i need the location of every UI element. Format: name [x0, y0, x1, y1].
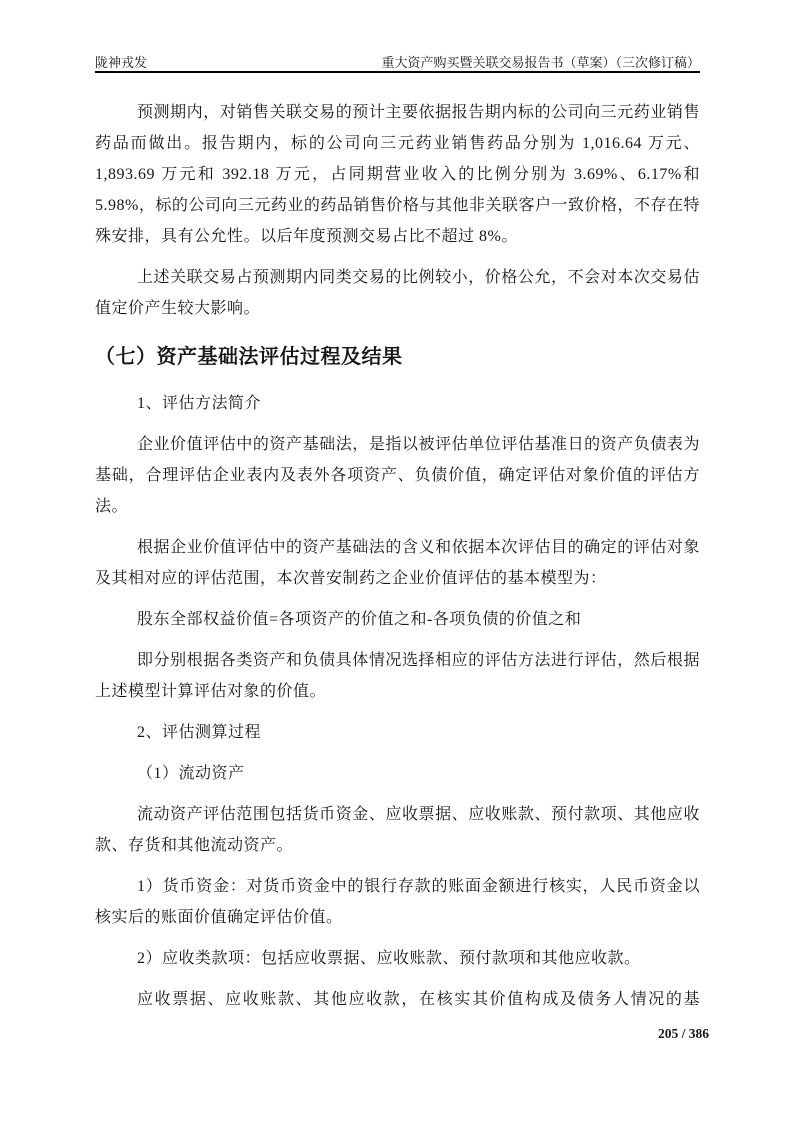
subsection-heading: 2、评估测算过程 — [137, 724, 262, 741]
paragraph: 2）应收类款项：包括应收票据、应收账款、预付款项和其他应收款。 — [137, 950, 641, 967]
document-body — [95, 97, 700, 1015]
paragraph: 根据企业价值评估中的资产基础法的含义和依据本次评估目的确定的评估对象及其相对应的评估范围，本次普安制药之企业价值评估的基本模型为： — [95, 539, 700, 587]
subsection-heading: （1）流动资产 — [137, 765, 245, 782]
paragraph: 企业价值评估中的资产基础法，是指以被评估单位评估基准日的资产负债表为基础，合理评估企业表内及表外各项资产、负债价值，确定评估对象价值的评估方法。 — [95, 436, 700, 515]
page-number: 205 / 386 — [657, 1026, 709, 1041]
paragraph: 应收票据、应收账款、其他应收款，在核实其价值构成及债务人情况的基 — [137, 991, 700, 1008]
page-header — [95, 54, 700, 73]
header-left-title: 陇神戎发 — [95, 55, 148, 70]
header-right-title: 重大资产购买暨关联交易报告书（草案）（三次修订稿） — [381, 55, 700, 70]
paragraph: 上述关联交易占预测期内同类交易的比例较小，价格公允，不会对本次交易估值定价产生较大影响。 — [95, 269, 700, 317]
paragraph: 1）货币资金：对货币资金中的银行存款的账面金额进行核实，人民币资金以核实后的账面价值确定评估价值。 — [95, 878, 700, 926]
section-heading: （七）资产基础法评估过程及结果 — [95, 346, 403, 368]
paragraph: 流动资产评估范围包括货币资金、应收票据、应收账款、预付款项、其他应收款、存货和其他流动资产。 — [95, 806, 700, 854]
paragraph: 即分别根据各类资产和负债具体情况选择相应的评估方法进行评估，然后根据上述模型计算评估对象的价值。 — [95, 652, 700, 700]
paragraph: 预测期内，对销售关联交易的预计主要依据报告期内标的公司向三元药业销售药品而做出。报告期内，标的公司向三元药业销售药品分别为 1,016.64 万元、1,893.69 万元和 392.18 万元，占同期营业收入的比例分别为 3.69%、6.17%和 5.98%，标的公司向三元药业的药品销售价格与其他非关联客户一致价格，不存在特殊安排，具有公允性。以后年度预测交易占比不超过 8%。 — [95, 104, 700, 245]
formula-line: 股东全部权益价值=各项资产的价值之和-各项负债的价值之和 — [137, 611, 582, 628]
subsection-heading: 1、评估方法简介 — [137, 395, 262, 412]
